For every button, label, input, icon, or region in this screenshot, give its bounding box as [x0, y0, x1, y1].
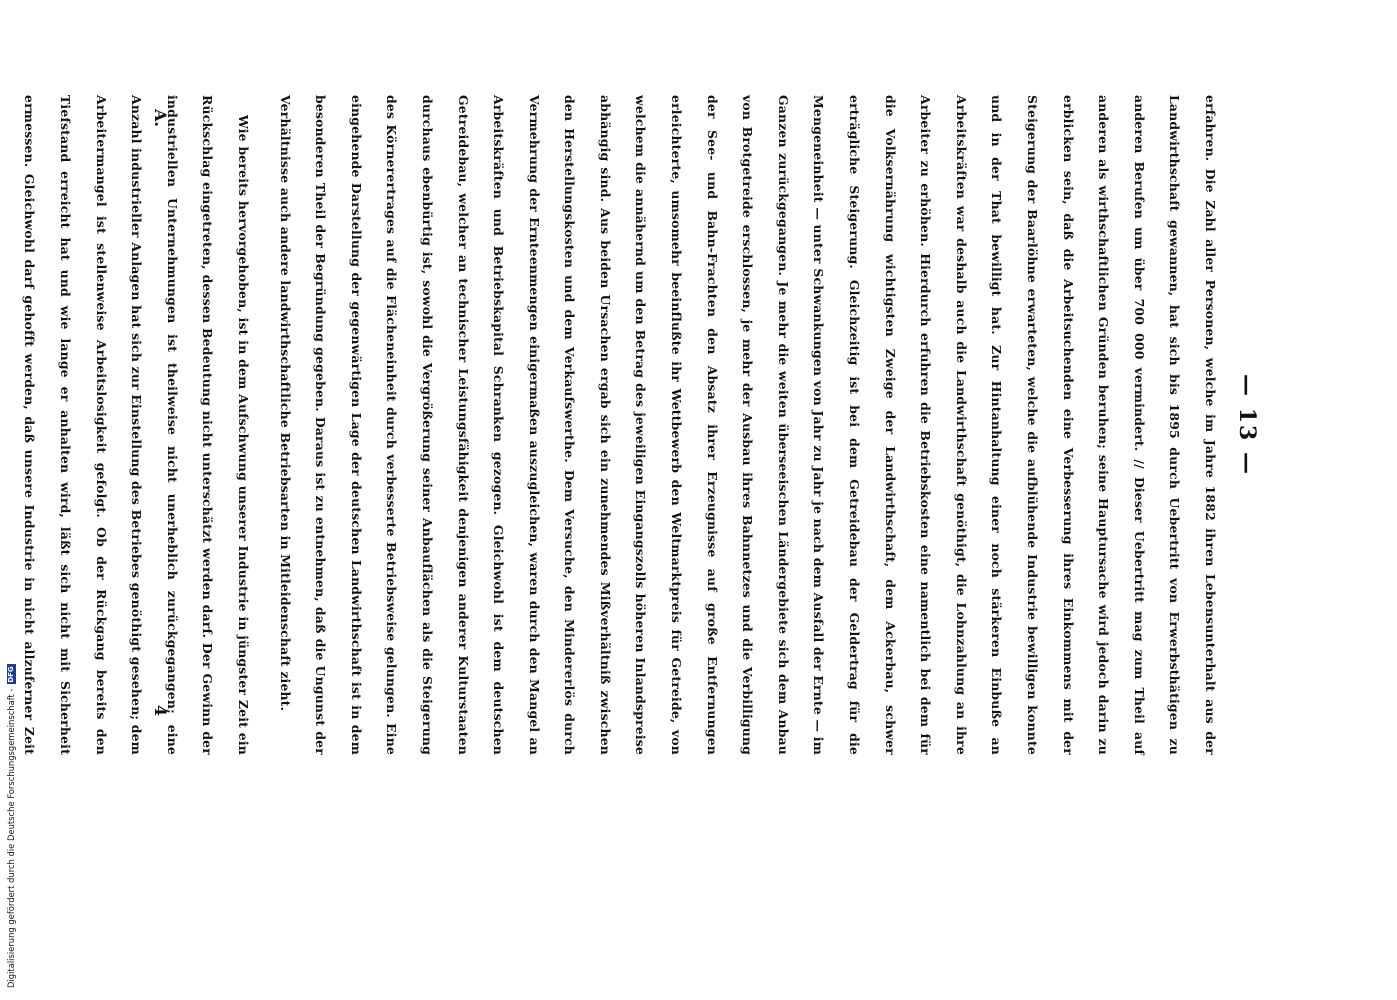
page-number: — 13 —: [1234, 374, 1260, 476]
digitization-credit: [6, 664, 16, 988]
credit-text: Digitalisierung gefördert durch die Deutsche Forschungsgemeinschaft -: [6, 688, 16, 988]
rotated-scan-content: [22, 95, 1260, 755]
signature-mark-left: A.: [151, 109, 170, 127]
body-text: [0, 95, 1228, 755]
signature-mark-right: 4: [151, 705, 170, 717]
paragraph-2: Wie bereits hervorgehoben, ist in dem Aufschwung unserer Industrie in jüngster Zeit ein Rückschlag eingetreten, dessen Bedeutung nicht unterschätzt werden darf. Der Gewinn der industriellen Unternehmungen ist theilweise nicht unerheblich zurückgegangen; eine Anzahl industrieller Anlagen hat sich zur Einstellung des Betriebes genöthigt gesehen; dem Arbeitermangel ist stellenweise Arbeitslosigkeit gefolgt. Ob der Rückgang bereits den Tiefstand erreicht hat und wie lange er anhalten wird, läßt sich nicht mit Sicherheit ermessen. Gleichwohl darf gehofft werden, daß unsere Industrie in nicht allzuferner Zeit: [22, 95, 251, 755]
paragraph-1: erfahren. Die Zahl aller Personen, welche im Jahre 1882 ihren Lebensunterhalt aus der Landwirthschaft gewannen, hat sich bis 1895 durch Uebertritt von Erwerbsthätigen zu anderen Berufen um über 700 000 vermindert. // Dieser Uebertritt mag zum Theil auf anderen als wirthschaftlichen Gründen beruhen; seine Hauptursache wird jedoch darin zu erblicken sein, daß die Arbeitsuchenden eine Verbesserung ihres Einkommens mit der Steigerung der Baarlöhne erwarteten, welche die aufblühende Industrie bewilligen konnte und in der That bewilligt hat. Zur Hintanhaltung einer noch stärkeren Einbuße an Arbeitskräften war deshalb auch die Landwirthschaft genöthigt, die Lohnzahlung an ihre Arbeiter zu erhöhen. Hierdurch erfuhren die Betriebskosten eine namentlich bei dem für die Volksernährung wichtigsten Zweige der Landwirthschaft, dem Ackerbau, schwer erträgliche Steigerung. Gleichzeitig ist bei dem Getreidebau der Geldertrag für die Mengeneinheit — unter Schwankungen von Jahr zu Jahr je nach dem Ausfall der Ernte — im Ganzen zurückgegangen. Je mehr die weiten überseeischen Ländergebiete sich dem Anbau von Brotgetreide erschlossen, je mehr der Ausbau ihres Bahnnetzes und die Verbilligung der See- und Bahn-Frachten den Absatz ihrer Erzeugnisse auf große Entfernungen erleichterte, umsomehr beeinflußte ihr Wettbewerb den Weltmarktpreis für Getreide, von welchem die annähernd um den Betrag des jeweiligen Eingangszolls höheren Inlandspreise abhängig sind. Aus beiden Ursachen ergab sich ein zunehmendes Mißverhältniß zwischen den Herstellungskosten und dem Verkaufswerthe. Dem Versuche, den Mindererlös durch Vermehrung der Ernteenmengen einigermaßen auszugleichen, waren durch den Mangel an Arbeitskräften und Betriebskapital Schranken gezogen. Gleichwohl ist dem deutschen Getreidebau, welcher an technischer Leistungsfähigkeit denjenigen anderer Kulturstaaten durchaus ebenbürtig ist, sowohl die Vergrößerung seiner Anbauflächen als die Steigerung des Körnerertrages auf die Flächeneinheit durch verbesserte Betriebsweise gelungen. Eine eingehende Darstellung der gegenwärtigen Lage der deutschen Landwirthschaft ist in dem besonderen Theil der Begründung gegeben. Daraus ist zu entnehmen, daß die Ungunst der Verhältnisse auch andere landwirthschaftliche Betriebsarten in Mitleidenschaft zieht.: [277, 95, 1218, 755]
dfg-logo-icon: DFG: [6, 666, 15, 683]
